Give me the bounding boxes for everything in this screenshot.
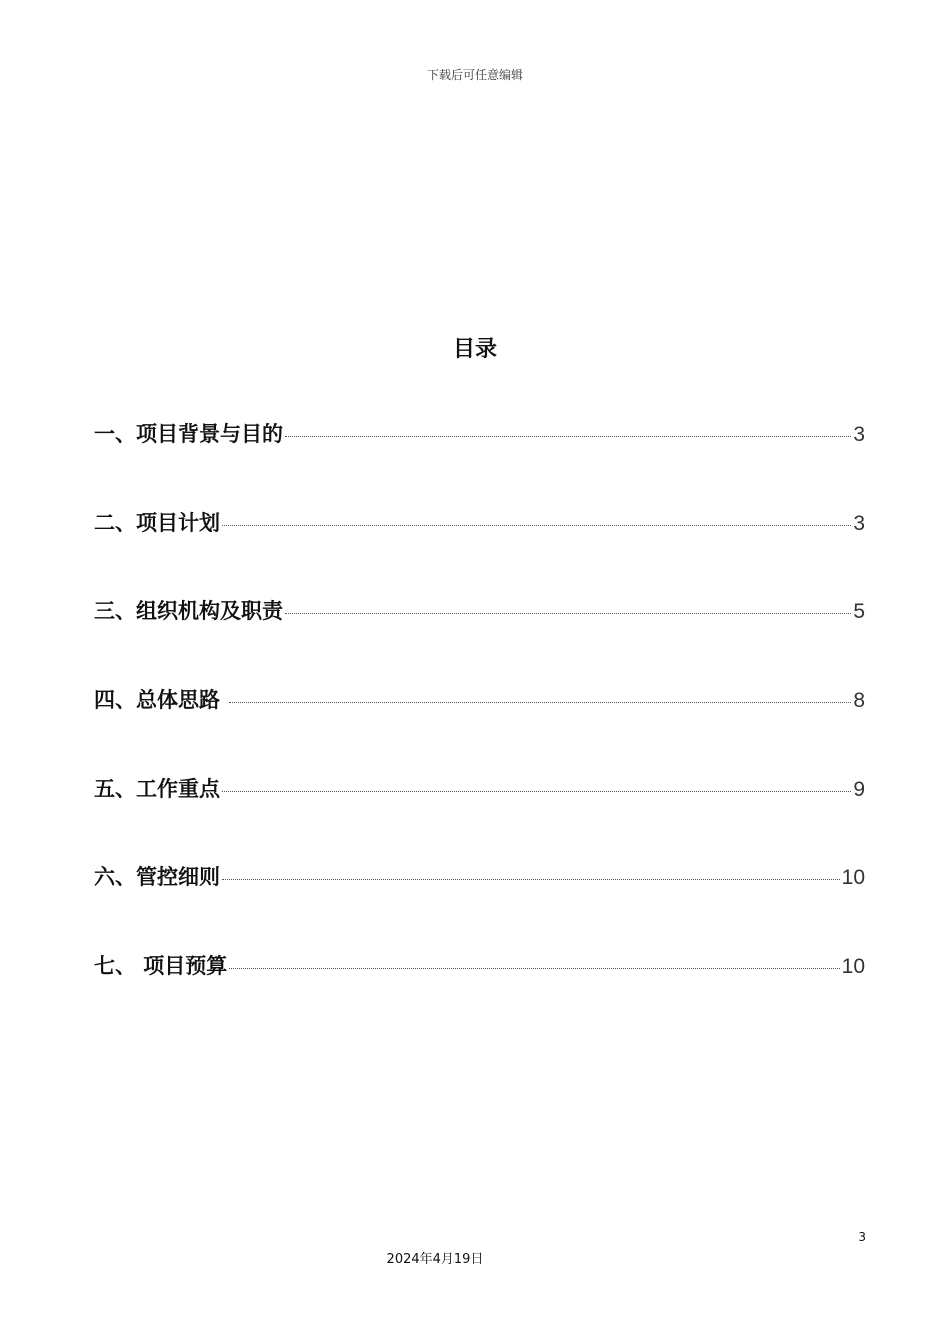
toc-entry[interactable] <box>94 773 865 808</box>
toc-entry-page: 10 <box>841 955 865 979</box>
toc-dot-leader <box>285 436 851 437</box>
toc-entry-page: 3 <box>853 511 865 535</box>
toc-dot-leader <box>229 702 851 703</box>
toc-entry[interactable] <box>94 507 865 542</box>
page-number: 3 <box>858 1230 866 1244</box>
toc-dot-leader <box>222 525 851 526</box>
toc-entry-page: 10 <box>841 866 865 890</box>
toc-entry-label: 二、项目计划 <box>94 510 220 535</box>
toc-entry[interactable] <box>94 595 865 630</box>
toc-entry-page: 5 <box>853 600 865 624</box>
toc-entry-label: 三、组织机构及职责 <box>94 599 283 624</box>
toc-list <box>94 418 865 1039</box>
toc-entry-page: 9 <box>853 777 865 801</box>
toc-entry-label: 七、 项目预算 <box>94 954 228 979</box>
toc-entry-page: 3 <box>853 423 865 446</box>
toc-title: 目录 <box>452 337 497 362</box>
toc-dot-leader <box>222 791 851 792</box>
toc-entry-label: 四、总体思路 <box>94 688 228 713</box>
toc-entry[interactable] <box>94 418 865 453</box>
page-header: 下载后可任意编辑 <box>426 68 523 82</box>
toc-entry-label: 六、管控细则 <box>94 865 220 890</box>
toc-entry-label: 一、项目背景与目的 <box>94 422 283 446</box>
toc-entry[interactable] <box>94 861 865 896</box>
toc-entry-label: 五、工作重点 <box>94 776 220 801</box>
toc-dot-leader <box>285 613 851 614</box>
toc-entry-page: 8 <box>853 689 865 713</box>
toc-dot-leader <box>229 968 839 969</box>
toc-entry[interactable] <box>94 950 865 985</box>
footer-date: 2024年4月19日 <box>386 1252 484 1267</box>
toc-entry[interactable] <box>94 684 865 719</box>
toc-dot-leader <box>222 879 840 880</box>
